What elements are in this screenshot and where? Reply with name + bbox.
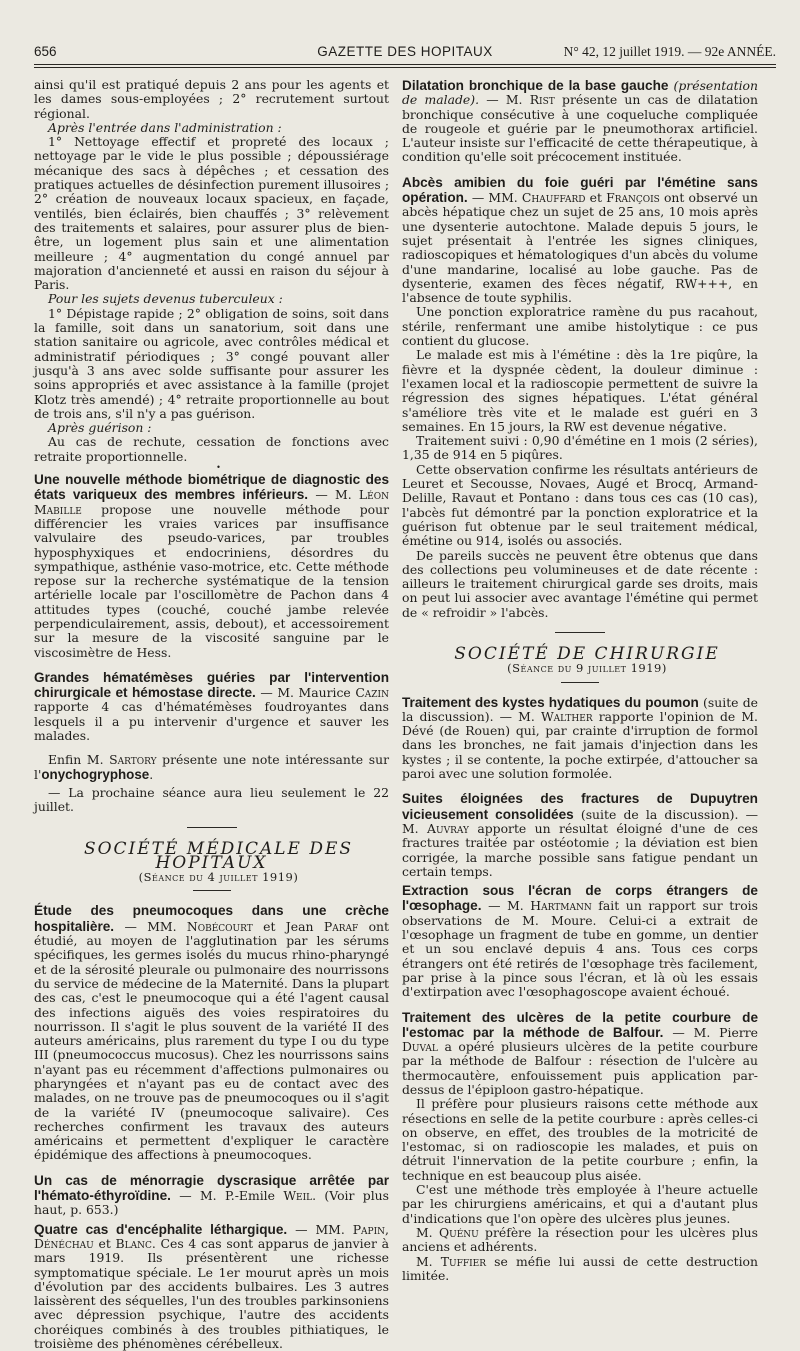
author: Quénu — [438, 1224, 479, 1240]
article-body: ont observé un abcès hépatique chez un sujet de 25 ans, 10 mois après une dysenterie autochtone. Malade depuis 5 jours, le sujet présentait à l'entrée les signes cliniques, radioscopiques et hématologiques d'un abcès du volume d'une mandarine, localisé au lobe gauche. Pas de dysenterie, examen des fèces négatif, RW+++, en l'absence de toute syphilis. — [402, 190, 758, 306]
text: — MM. — [287, 1221, 353, 1237]
authors: Leuret et Secousse, Novaes, Augé et Brocq, Armand-Delille, Ravaut et Pontano — [402, 476, 758, 506]
article-title: Quatre cas d'encéphalite léthargique. — [34, 1221, 288, 1237]
paragraph-onychogryphose — [34, 753, 389, 782]
author: Léon Mabille — [34, 487, 389, 517]
article-title: Traitement des kystes hydatiques du poumon — [402, 694, 699, 710]
paragraph — [402, 1255, 758, 1284]
right-column — [402, 78, 758, 1283]
text: (suite de la discussion). — M. — [402, 694, 759, 724]
left-column — [34, 78, 389, 1351]
author: Cazin — [355, 685, 389, 701]
author: Duval — [402, 1039, 438, 1055]
text: — M. Pierre — [663, 1024, 758, 1040]
article-body: . Ces 4 cas sont apparus de janvier à mars 1919. Ils présentèrent une richesse symptomatique spéciale. Le 1er mourut après un mois d'évolution par des accidents bulbaires. Les 3 autres laissèrent des séquelles, l'un des troubles parkinsoniens avec dépression psychique, l'autre des accidents choréiques combinés à des troubles pithiatiques, le troisième des phénomènes cérébelleux. — [34, 1235, 389, 1351]
author: Paraf — [323, 918, 359, 934]
paragraph-lead: Pour les sujets devenus tuberculeux : — [48, 291, 283, 307]
author: Nobécourt — [186, 918, 253, 934]
article-body: rapporte 4 cas d'hématémèses foudroyantes dans lesquels il a pu intervenir d'urgence et sauver les malades. — [34, 699, 389, 744]
article-title: Suites éloignées des fractures de Dupuytren vicieusement consolidées — [402, 791, 758, 822]
text: M. — [416, 1253, 441, 1269]
society-session: (Séance du 4 juillet 1919) — [138, 870, 299, 885]
paragraph: Le malade est mis à l'émétine : dès la 1re piqûre, la fièvre et la dyspnée cèdent, la douleur diminue : l'examen local et la radioscopie permettent de suivre la régression des signes hépatiques. L'état général s'améliore très vite et le malade est guéri en 3 semaines. En 15 jours, la RW est devenue négative. — [402, 347, 758, 434]
text: — M. — [479, 92, 530, 108]
paragraph: Au cas de rechute, cessation de fonctions avec retraite proportionnelle. — [34, 434, 389, 464]
text: — M. P.-Emile — [170, 1188, 284, 1204]
paragraph: De pareils succès ne peuvent être obtenus que dans des collections peu volumineuses et de date récente : ailleurs le traitement chirurgical garde ses droits, mais on peut lui associer avec avantage l'émétine qui permet de « refroidir » l'abcès. — [402, 547, 758, 620]
text: — M. Maurice — [255, 685, 356, 701]
paragraph — [402, 463, 758, 549]
paragraph-lead: Après l'entrée dans l'administration : — [48, 119, 282, 135]
page-header — [34, 44, 776, 64]
author: Auvray — [427, 820, 469, 836]
article-note: (présentation de malade). — [402, 78, 758, 108]
article-body: fait un rapport sur trois observations de M. Moure. Celui-ci a extrait de l'œsophage un fragment de tube en gomme, un dentier et un sou enclavé depuis 4 ans. Tous ces corps étrangers ont été retirés de l'œsophage très facilement, par prise à la pince sous l'écran, et là où les essais d'extirpation avec l'œsophagoscope avaient échoué. — [402, 898, 758, 1000]
article-title: Extraction sous l'écran de corps étrangers de l'œsophage. — [402, 883, 758, 914]
text: — M. — [481, 898, 531, 914]
society-title: SOCIÉTÉ DE CHIRURGIE — [454, 643, 720, 664]
article-body: rapporte l'opinion de M. Dévé (de Rouen) qui, par crainte d'irruption de formol dans les bronches, ne fait jamais d'injection dans les kystes ; il se contente, la poche extirpée, d'attoucher sa paroi avec une solution formolée. — [402, 708, 758, 782]
author: Chauffard — [521, 190, 586, 206]
separator-dot: • — [216, 463, 221, 473]
text: : dans tous ces cas (10 cas), l'abcès fut démontré par la ponction exploratrice et la guérison fut obtenue par le seul traitement médical, émétine ou 914, isolés ou associés. — [402, 490, 758, 549]
author: Blanc — [115, 1235, 152, 1251]
article-body: présente un cas de dilatation bronchique consécutive à une coqueluche compliquée de rougeole et guérie par le pneumothorax artificiel. L'auteur insiste sur l'efficacité de cette thérapeutique, à condition qu'elle soit précocement instituée. — [402, 92, 758, 165]
article-body: apporte un résultat éloigné d'une de ces fractures traitée par ostéotomie ; la déviation est bien corrigée, la marche possible sans fatigue pendant un certain temps. — [402, 820, 758, 879]
author: Dénéchau — [34, 1235, 94, 1251]
text: et Jean — [252, 918, 324, 934]
author: Rist — [529, 92, 555, 108]
paragraph: 1° Nettoyage effectif et propreté des locaux ; nettoyage par le vide le plus possible ; dépoussiérage mécanique des sacs à dépêches ; et cessation des pratiques actuelles de désinfection purement illusoires ; 2° création de nouveaux locaux spacieux, en façade, ventilés, bien éclairés, bien chauffés ; 3° relèvement des traitements et salaires, pour assurer plus de bien-être, un logement plus sain et une alimentation meilleure ; 4° augmentation du congé annuel par majoration d'ancienneté et aussi en raison du séjour à Paris. — [34, 134, 389, 293]
text: préfère la résection pour les ulcères plus anciens et adhérents. — [402, 1224, 758, 1255]
author: Tuffier — [440, 1253, 487, 1269]
text: se méfie lui aussi de cette destruction limitée. — [402, 1253, 758, 1283]
paragraph: 1° Dépistage rapide ; 2° obligation de soins, soit dans la famille, soit dans un sanatorium, soit dans une station sanitaire ou agricole, avec contrôles médical et administratif périodiques ; 3° congé pouvant aller jusqu'à 3 ans avec solde suffisante pour assurer les soins appropriés et avec assistance à la famille (projet Klotz très amendé) ; 4° retraite proportionnelle au bout de trois ans, s'il n'y a pas guérison. — [34, 305, 389, 421]
paragraph: Il préfère pour plusieurs raisons cette méthode aux résections en selle de la petite courbure : après celles-ci on observe, en effet, des troubles de la motricité de l'estomac, si on radioscopie les malades, et puis on détruit l'innervation de la petite courbure ; enfin, la technique en est beaucoup plus aisée. — [402, 1096, 758, 1183]
text: (suite de la discussion). — M. — [402, 806, 758, 836]
text: — M. — [308, 487, 359, 503]
text: Cette observation confirme les résultats antérieurs de — [416, 461, 758, 477]
article-body: . (Voir plus haut, p. 653.) — [34, 1188, 389, 1218]
text: . — [149, 766, 154, 782]
text: — MM. — [114, 918, 187, 934]
paragraph — [402, 1226, 758, 1255]
issue-info: N° 42, 12 juillet 1919. — 92e ANNÉE. — [563, 44, 776, 59]
article-title: Grandes hématémèses guéries par l'intervention chirurgicale et hémostase directe. — [34, 669, 389, 701]
paragraph: ainsi qu'il est pratiqué depuis 2 ans pour les agents et les dames sous-employées ; 2° recrutement surtout régional. — [34, 77, 389, 121]
society-session: (Séance du 9 juillet 1919) — [507, 661, 667, 676]
author: François — [606, 190, 660, 206]
text: et — [93, 1235, 116, 1251]
article-title: Étude des pneumocoques dans une crèche hospitalière. — [34, 903, 389, 934]
author: Hartmann — [530, 898, 592, 914]
author: Walther — [540, 708, 593, 724]
paragraph: Traitement suivi : 0,90 d'émétine en 1 mois (2 séries), 1,35 de 914 en 5 piqûres. — [402, 433, 758, 463]
article-body: propose une nouvelle méthode pour différencier les vraies varices par insuffisance valvulaire des pseudo-varices, par troubles hyposphyxiques et endocriniens, désordres du sympathique, asthénie vaso-motrice, etc. Cette méthode repose sur la recherche systématique de la tension artérielle locale par l'oscillomètre de Pachon dans 4 attitudes types (couché, couché jambe relevée perpendiculairement, assis, debout), et accessoirement sur la mesure de la viscosité sanguine par le viscosimètre de Hess. — [34, 501, 389, 660]
author: Weil — [283, 1188, 313, 1204]
text: , — [385, 1221, 389, 1237]
paragraph-lead: Après guérison : — [48, 420, 152, 436]
header-rule-double — [34, 67, 776, 68]
text: Enfin M. — [48, 752, 110, 768]
text: et — [585, 190, 607, 206]
text: présente une note intéressante sur l' — [34, 752, 389, 782]
article-title: Un cas de ménorragie dyscrasique arrêtée par l'hémato-éthyroïdine. — [34, 1172, 389, 1204]
page-number: 656 — [34, 44, 57, 59]
article-body: a opéré plusieurs ulcères de la petite courbure par la méthode de Balfour : résection de l'ulcère au thermocautère, enfouissement puis application par-dessus de l'épiploon gastro-hépatique. — [402, 1039, 758, 1097]
header-rule — [34, 64, 776, 65]
article-title: Abcès amibien du foie guéri par l'émétine sans opération. — [402, 174, 758, 206]
keyword: onychogryphose — [41, 766, 150, 782]
text: — MM. — [467, 190, 522, 206]
journal-title: GAZETTE DES HOPITAUX — [317, 44, 493, 59]
article-title: Dilatation bronchique de la base gauche — [402, 78, 669, 93]
paragraph: — La prochaine séance aura lieu seulement le 22 juillet. — [34, 784, 389, 815]
article-title: Une nouvelle méthode biométrique de diagnostic des états variqueux des membres inférieurs. — [34, 472, 389, 503]
article-title: Traitement des ulcères de la petite courbure de l'estomac par la méthode de Balfour. — [402, 1009, 758, 1040]
author: Sartory — [109, 752, 157, 768]
paragraph: C'est une méthode très employée à l'heure actuelle par les chirurgiens américains, et qui a d'autant plus d'indications que l'on opère des ulcères plus jeunes. — [402, 1182, 758, 1226]
text: M. — [416, 1224, 439, 1240]
article-body: ont étudié, au moyen de l'agglutination par les sérums spécifiques, les germes isolés du mucus rhino-pharyngé et de la sérosité pleurale ou pulmonaire des nourrissons du service de médecine de la Maternité. Dans la plupart des cas, c'est le pneumocoque qui a été l'agent causal des infections aiguës des voies respiratoires du nourrisson. Il s'agit le plus souvent de la variété II des auteurs américains, plus rarement du type I ou du type III (pneumococcus mucosus). Chez les nourrissons sains n'ayant pas eu récemment d'affections pulmonaires ou pharyngées et n'ayant pas eu de contact avec des malades, on ne trouve pas de pneumocoques ou il s'agit de la variété IV (pneumocoque salivaire). Ces recherches confirment les travaux des auteurs américains et permettent d'expliquer le caractère épidémique des affections à pneumocoques. — [34, 918, 390, 1163]
paragraph: Une ponction exploratrice ramène du pus racahout, stérile, renfermant une amibe histolytique : ce pus contient du glucose. — [402, 304, 758, 349]
author: Papin — [352, 1221, 386, 1237]
society-title: SOCIÉTÉ MÉDICALE DES HOPITAUX — [83, 838, 354, 873]
